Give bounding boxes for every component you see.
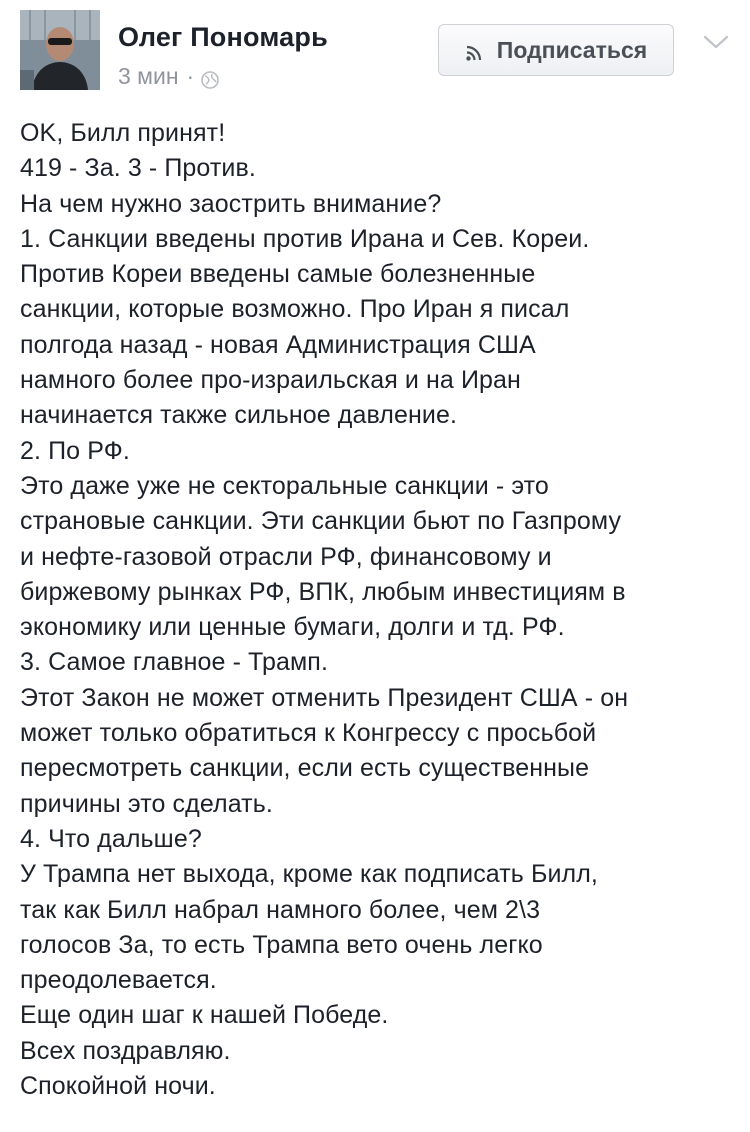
post-text-line: и нефте-газовой отрасли РФ, финансовому и	[20, 542, 552, 571]
rss-icon	[465, 41, 483, 59]
post-text-line: 2. По РФ.	[20, 436, 130, 465]
post-text-line: У Трампа нет выхода, кроме как подписать Билл,	[20, 860, 598, 889]
post-body	[20, 116, 735, 1104]
post-text-line: экономику или ценные бумаги, долги и тд. РФ.	[20, 613, 565, 642]
post-text-line: Это даже уже не секторальные санкции - это	[20, 471, 549, 500]
globe-icon	[201, 68, 219, 86]
post-text-line: начинается также сильное давление.	[20, 401, 458, 430]
post-text-line: 4. Что дальше?	[20, 824, 202, 853]
post-text-line: Спокойной ночи.	[20, 1072, 216, 1101]
post-text-line: полгода назад - новая Администрация США	[20, 330, 536, 359]
post-text-line: так как Билл набрал намного более, чем 2\3	[20, 895, 541, 924]
post-text-line: причины это сделать.	[20, 789, 273, 818]
post-text-line: преодолевается.	[20, 966, 217, 995]
post-text-line: Этот Закон не может отменить Президент США - он	[20, 683, 629, 712]
avatar[interactable]	[20, 10, 100, 90]
post-text-line: может только обратиться к Конгрессу с просьбой	[20, 719, 597, 748]
post-text-line: Всех поздравляю.	[20, 1036, 231, 1065]
post-header	[20, 10, 730, 94]
chevron-down-icon[interactable]	[702, 32, 730, 52]
post-text-line: санкции, которые возможно. Про Иран я писал	[20, 295, 570, 324]
post-text-line: пересмотреть санкции, если есть существенные	[20, 754, 590, 783]
post-text-line: Еще один шаг к нашей Победе.	[20, 1001, 389, 1030]
post-text-line: биржевому рынках РФ, ВПК, любым инвестициям в	[20, 577, 626, 606]
post-text-line: голосов За, то есть Трампа вето очень легко	[20, 930, 543, 959]
post-text-line: 3. Самое главное - Трамп.	[20, 648, 328, 677]
post-text-line: Против Кореи введены самые болезненные	[20, 260, 536, 289]
post-text-line: 1. Санкции введены против Ирана и Сев. Кореи.	[20, 224, 590, 253]
subscribe-button[interactable]	[438, 24, 674, 76]
post-text-line: намного более про-израильская и на Иран	[20, 366, 521, 395]
subscribe-label: Подписаться	[496, 36, 648, 63]
post-timestamp[interactable]: 3 мин	[118, 63, 179, 89]
post-text-line: На чем нужно заострить внимание?	[20, 189, 442, 218]
post-text-line: страновые санкции. Эти санкции бьют по Газпрому	[20, 507, 622, 536]
post-meta	[118, 63, 219, 90]
post-text-line: 419 - За. 3 - Против.	[20, 154, 256, 183]
meta-separator: ·	[186, 63, 195, 89]
post-text-line: OK, Билл принят!	[20, 119, 226, 147]
author-name[interactable]: Олег Пономарь	[118, 22, 328, 52]
